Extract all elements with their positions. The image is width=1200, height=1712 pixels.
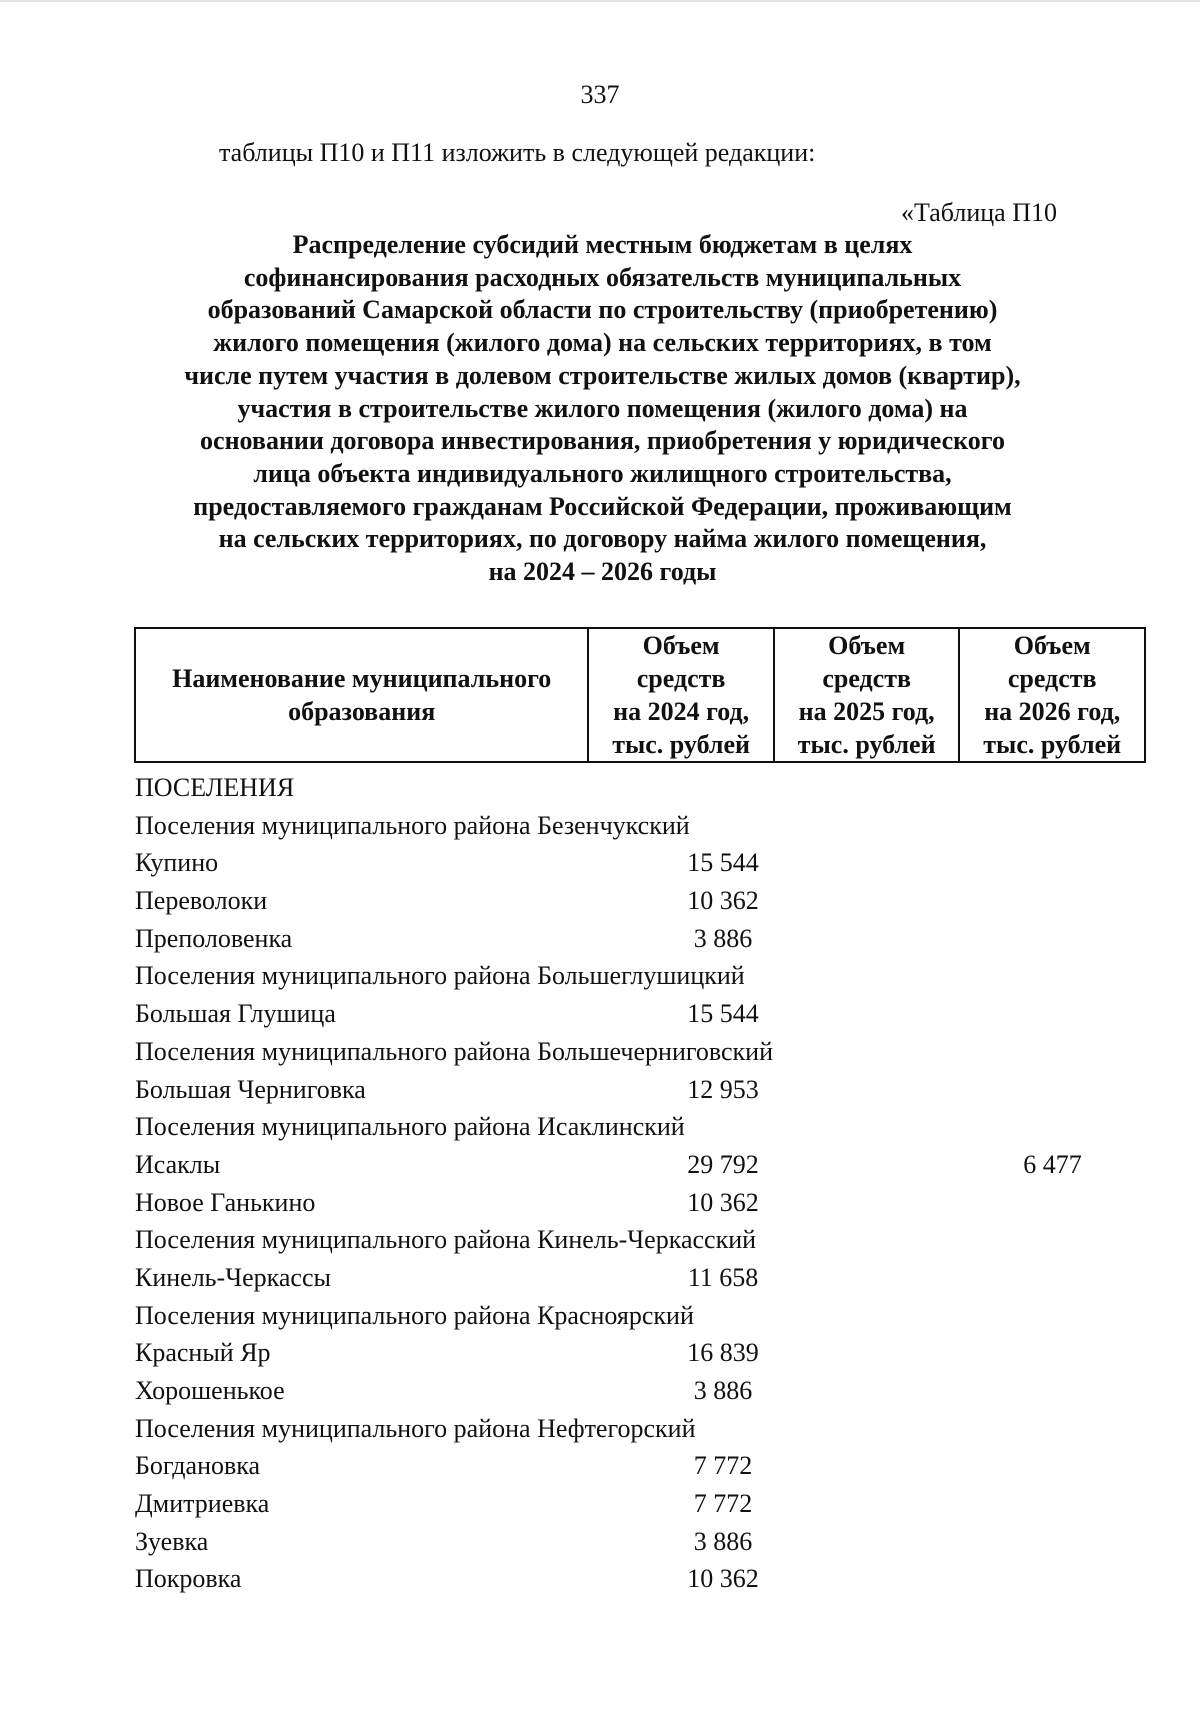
title-line: участия в строительстве жилого помещения (жилого дома) на — [237, 393, 968, 423]
page-number: 337 — [580, 80, 620, 109]
row-name: Переволоки — [135, 886, 268, 916]
title-line: числе путем участия в долевом строительстве жилых домов (квартир), — [184, 360, 1021, 390]
table-row — [135, 1221, 1135, 1259]
title-line: на 2024 – 2026 годы — [488, 557, 717, 587]
table-row — [135, 1071, 1135, 1109]
row-value-2024: 10 362 — [687, 1564, 759, 1594]
header-text: тыс. рублей — [797, 730, 936, 759]
table-header — [134, 627, 1146, 763]
title-line: на сельских территориях, по договору найма жилого помещения, — [218, 524, 987, 554]
row-name: Поселения муниципального района Большечерниговский — [135, 1036, 774, 1066]
row-value-2024: 11 658 — [687, 1262, 759, 1292]
row-name: Покровка — [135, 1564, 242, 1594]
table-row — [135, 995, 1135, 1033]
header-text: средств — [822, 664, 912, 693]
header-text: на 2025 год, — [798, 697, 935, 726]
row-name: Преполовенка — [135, 923, 293, 953]
table-row — [135, 1447, 1135, 1485]
row-name: Большая Глушица — [135, 999, 336, 1029]
row-value-2026: 6 477 — [1023, 1149, 1082, 1179]
header-text: на 2026 год, — [984, 697, 1121, 726]
row-name: Поселения муниципального района Большеглушицкий — [135, 961, 745, 991]
title-line: предоставляемого гражданам Российской Федерации, проживающим — [193, 491, 1012, 521]
row-value-2024: 7 772 — [693, 1489, 753, 1519]
header-text: Объем — [1013, 631, 1091, 660]
table-row — [135, 1485, 1135, 1523]
title-line: Распределение субсидий местным бюджетам в целях — [292, 230, 913, 259]
row-value-2024: 15 544 — [687, 848, 759, 878]
title-line: софинансирования расходных обязательств муниципальных — [243, 262, 962, 292]
row-name: Новое Ганькино — [135, 1187, 316, 1217]
row-value-2024: 3 886 — [693, 1376, 753, 1405]
row-name: Поселения муниципального района Нефтегорский — [135, 1413, 696, 1443]
table-row — [135, 1560, 1135, 1598]
row-value-2024: 3 886 — [693, 923, 753, 953]
row-name: Зуевка — [135, 1526, 209, 1556]
table-row — [135, 1334, 1135, 1372]
row-value-2024: 7 772 — [693, 1451, 753, 1481]
title-line: основании договора инвестирования, приобретения у юридического — [200, 426, 1005, 456]
scan-edge — [0, 0, 1200, 2]
header-text: Объем — [828, 631, 906, 660]
table-row — [135, 882, 1135, 920]
header-text: на 2024 год, — [613, 697, 750, 726]
title-line: образований Самарской области по строительству (приобретению) — [207, 295, 998, 325]
row-name: Поселения муниципального района Безенчукский — [135, 810, 690, 840]
table-title — [100, 229, 1105, 589]
header-text: Наименование муниципального — [172, 664, 552, 693]
row-name: ПОСЕЛЕНИЯ — [135, 773, 295, 802]
table-row — [135, 1372, 1135, 1410]
title-line: лица объекта индивидуального жилищного строительства, — [253, 458, 952, 488]
table-row — [135, 1297, 1135, 1335]
row-name: Красный Яр — [135, 1338, 271, 1368]
row-value-2024: 10 362 — [687, 886, 759, 916]
intro-text: таблицы П10 и П11 изложить в следующей редакции: — [219, 138, 816, 167]
row-value-2024: 29 792 — [687, 1149, 759, 1179]
header-text: средств — [636, 664, 726, 693]
row-name: Кинель-Черкассы — [135, 1262, 331, 1292]
row-name: Поселения муниципального района Красноярский — [135, 1300, 694, 1330]
table-row — [135, 1410, 1135, 1448]
table-row — [135, 920, 1135, 958]
header-text: средств — [1007, 664, 1097, 693]
table-row — [135, 1184, 1135, 1222]
row-name: Поселения муниципального района Кинель-Черкасский — [135, 1225, 757, 1255]
header-2024-column — [588, 628, 774, 762]
title-line: жилого помещения (жилого дома) на сельских территориях, в том — [213, 328, 992, 358]
row-name: Дмитриевка — [135, 1489, 270, 1519]
table-row — [135, 1146, 1135, 1184]
table-row — [135, 844, 1135, 882]
table-body — [135, 769, 1135, 1598]
row-name: Хорошенькое — [135, 1376, 285, 1405]
row-value-2024: 10 362 — [687, 1187, 759, 1217]
table-label: «Таблица П10 — [901, 198, 1057, 227]
table-row — [135, 1033, 1135, 1071]
row-name: Богдановка — [135, 1451, 261, 1481]
table-row — [135, 1523, 1135, 1561]
row-name: Купино — [135, 848, 219, 878]
table-row — [135, 769, 1135, 807]
row-value-2024: 12 953 — [687, 1074, 759, 1104]
row-name: Большая Черниговка — [135, 1074, 366, 1104]
row-value-2024: 3 886 — [693, 1526, 753, 1556]
row-value-2024: 16 839 — [687, 1338, 759, 1368]
header-text: Объем — [642, 631, 720, 660]
header-name-column — [135, 628, 588, 762]
row-name: Поселения муниципального района Исаклинский — [135, 1112, 685, 1142]
table-row — [135, 1108, 1135, 1146]
header-2026-column — [959, 628, 1145, 762]
row-value-2024: 15 544 — [687, 999, 759, 1029]
table-row — [135, 1259, 1135, 1297]
header-2025-column — [774, 628, 960, 762]
table-row — [135, 957, 1135, 995]
table-row — [135, 807, 1135, 845]
header-text: тыс. рублей — [612, 730, 751, 759]
row-name: Исаклы — [135, 1149, 221, 1179]
header-text: тыс. рублей — [983, 730, 1122, 759]
header-text: образования — [288, 697, 436, 726]
